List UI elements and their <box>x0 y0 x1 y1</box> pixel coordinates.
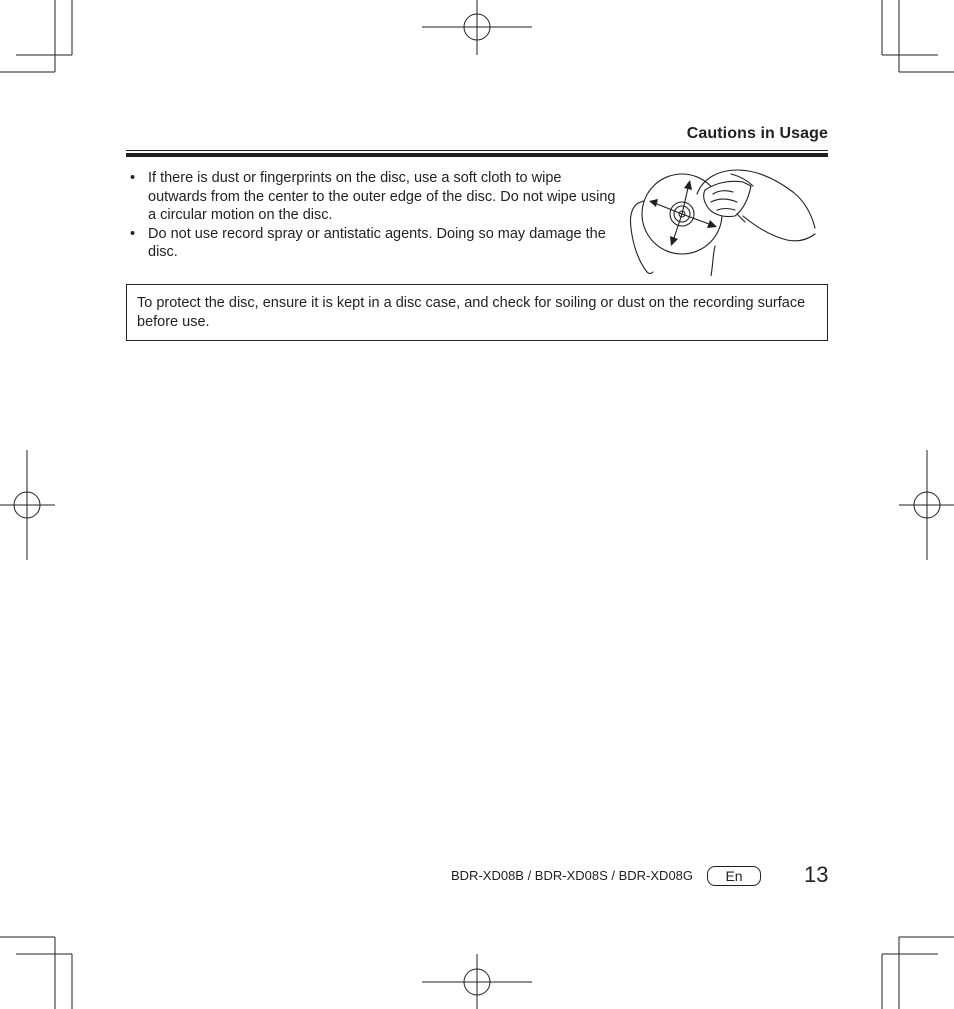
header-rule-thin <box>126 150 828 151</box>
language-badge: En <box>707 866 761 886</box>
bullet-marker: • <box>130 225 136 242</box>
note-text: To protect the disc, ensure it is kept in a disc case, and check for soiling or dust on the recording surface before use. <box>137 295 806 330</box>
list-item-text: Do not use record spray or antistatic agents. Doing so may damage the disc. <box>148 225 606 260</box>
disc-wiping-illustration <box>627 168 819 276</box>
page-number: 13 <box>804 862 829 887</box>
section-title: Cautions in Usage <box>686 125 828 142</box>
list-item <box>130 225 620 262</box>
bullet-marker: • <box>130 170 136 186</box>
note-box <box>126 284 828 341</box>
list-item <box>130 169 620 225</box>
model-numbers: BDR-XD08B / BDR-XD08S / BDR-XD08G <box>451 868 694 883</box>
header-rule-thick <box>126 153 828 157</box>
list-item-text: If there is dust or fingerprints on the disc, use a soft cloth to wipe outwards from the center to the outer edge of the disc. Do not wipe using a circular motion on the disc. <box>148 170 616 223</box>
caution-list <box>130 169 620 262</box>
